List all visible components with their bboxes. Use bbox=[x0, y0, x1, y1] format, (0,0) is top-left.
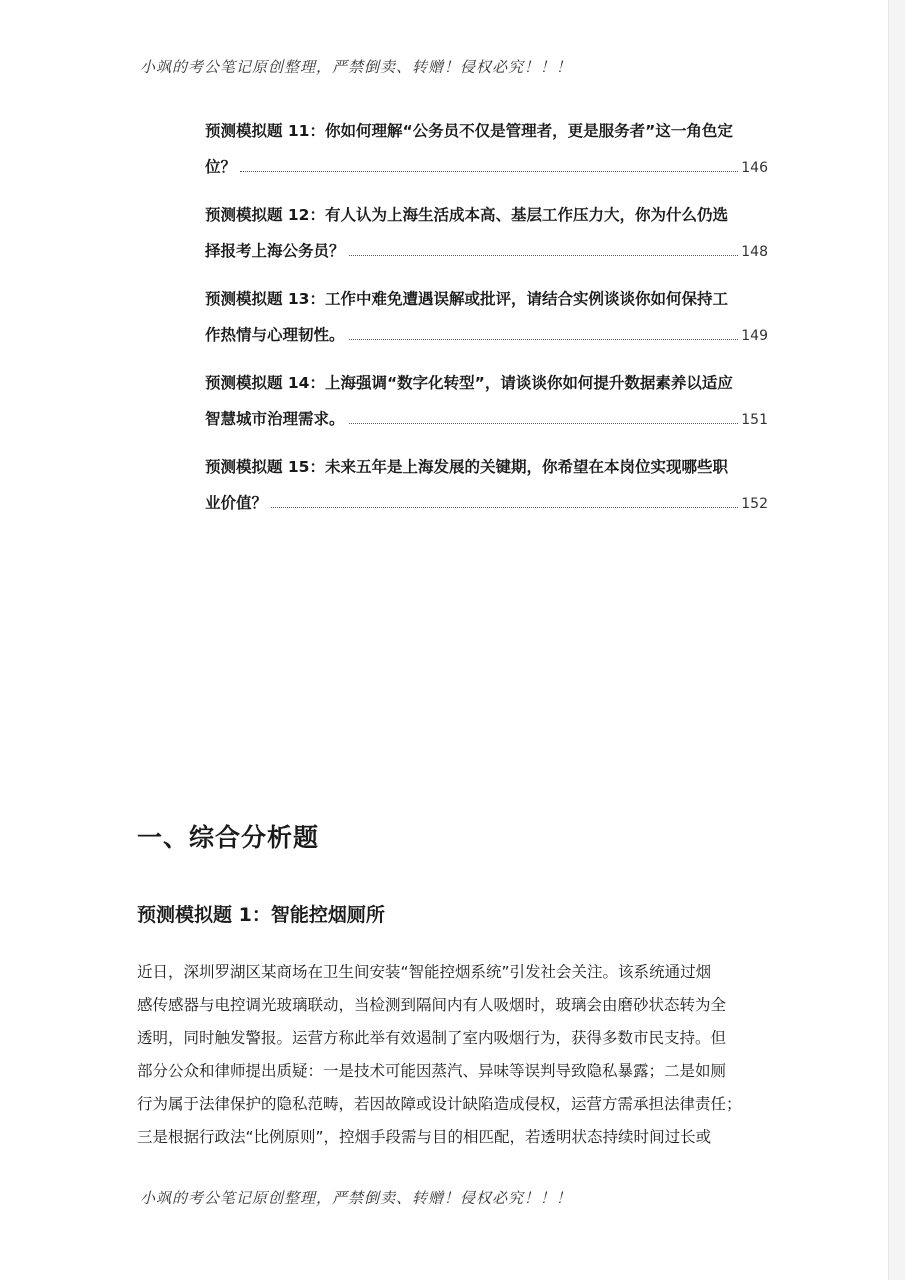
toc-dot-leader bbox=[240, 170, 738, 172]
question-heading: 预测模拟题 1：智能控烟厕所 bbox=[137, 904, 385, 926]
watermark-bottom: 小飒的考公笔记原创整理，严禁倒卖、转赠！侵权必究！！！ bbox=[140, 1189, 573, 1207]
section-heading: 一、综合分析题 bbox=[137, 823, 320, 852]
watermark-top: 小飒的考公笔记原创整理，严禁倒卖、转赠！侵权必究！！！ bbox=[140, 58, 573, 76]
toc-entry-title-cont: 业价值？ bbox=[205, 494, 268, 512]
toc-entry[interactable] bbox=[205, 281, 768, 354]
table-of-contents bbox=[205, 113, 768, 533]
toc-page-number: 151 bbox=[741, 412, 768, 428]
toc-entry[interactable] bbox=[205, 197, 768, 270]
toc-entry-title: 预测模拟题 11：你如何理解“公务员不仅是管理者，更是服务者”这一角色定 bbox=[205, 122, 733, 140]
toc-page-number: 149 bbox=[741, 328, 768, 344]
toc-page-number: 148 bbox=[741, 244, 768, 260]
toc-dot-leader bbox=[271, 506, 738, 508]
body-line: 感传感器与电控调光玻璃联动，当检测到隔间内有人吸烟时，玻璃会由磨砂状态转为全 bbox=[137, 996, 727, 1014]
toc-entry[interactable] bbox=[205, 449, 768, 522]
toc-entry-title-cont: 作热情与心理韧性。 bbox=[205, 326, 345, 344]
body-line: 三是根据行政法“比例原则”，控烟手段需与目的相匹配，若透明状态持续时间过长或 bbox=[137, 1128, 712, 1146]
body-line: 近日，深圳罗湖区某商场在卫生间安装“智能控烟系统”引发社会关注。该系统通过烟 bbox=[137, 963, 712, 981]
toc-entry-title-cont: 择报考上海公务员？ bbox=[205, 242, 345, 260]
page-edge bbox=[888, 0, 905, 1280]
toc-entry-title-cont: 位？ bbox=[205, 158, 237, 176]
toc-dot-leader bbox=[349, 422, 739, 424]
toc-entry-title: 预测模拟题 14：上海强调“数字化转型”，请谈谈你如何提升数据素养以适应 bbox=[205, 374, 733, 392]
body-line: 行为属于法律保护的隐私范畴，若因故障或设计缺陷造成侵权，运营方需承担法律责任； bbox=[137, 1095, 742, 1113]
toc-page-number: 152 bbox=[741, 496, 768, 512]
toc-entry[interactable] bbox=[205, 113, 768, 186]
toc-entry-title: 预测模拟题 12：有人认为上海生活成本高、基层工作压力大，你为什么仍选 bbox=[205, 206, 728, 224]
toc-entry[interactable] bbox=[205, 365, 768, 438]
toc-entry-title-cont: 智慧城市治理需求。 bbox=[205, 410, 345, 428]
toc-dot-leader bbox=[349, 338, 739, 340]
toc-dot-leader bbox=[349, 254, 739, 256]
body-line: 透明，同时触发警报。运营方称此举有效遏制了室内吸烟行为，获得多数市民支持。但 bbox=[137, 1029, 727, 1047]
body-line: 部分公众和律师提出质疑：一是技术可能因蒸汽、异味等误判导致隐私暴露；二是如厕 bbox=[137, 1062, 727, 1080]
toc-page-number: 146 bbox=[741, 160, 768, 176]
toc-entry-title: 预测模拟题 13：工作中难免遭遇误解或批评，请结合实例谈谈你如何保持工 bbox=[205, 290, 728, 308]
toc-entry-title: 预测模拟题 15：未来五年是上海发展的关键期，你希望在本岗位实现哪些职 bbox=[205, 458, 728, 476]
question-body bbox=[137, 956, 777, 1154]
